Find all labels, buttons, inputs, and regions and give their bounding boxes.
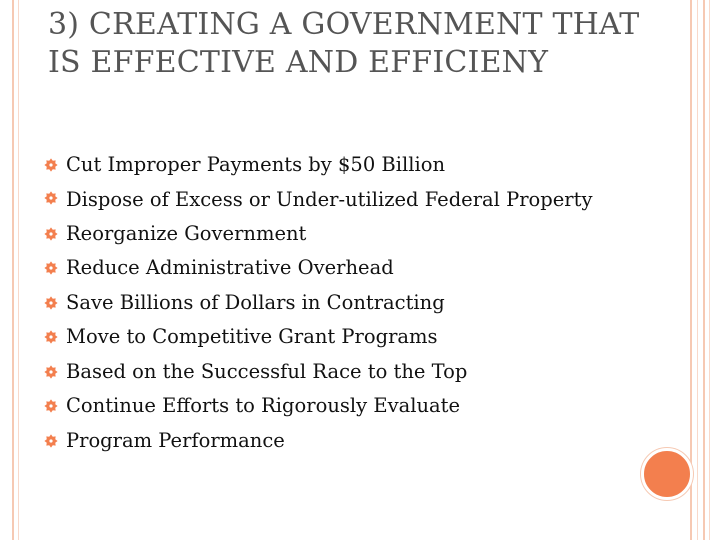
list-item [44,424,664,459]
frame-line-right-1 [690,0,692,540]
gear-bullet-icon [44,355,60,389]
gear-bullet-icon [44,148,60,182]
gear-bullet-icon [44,320,60,354]
bullet-text: Reduce Administrative Overhead [66,256,394,279]
list-item [44,286,664,321]
frame-line-left-inner [18,0,19,540]
bullet-text: Continue Efforts to Rigorously Evaluate [66,394,461,417]
bullet-text: Cut Improper Payments by $50 Billion [66,153,446,176]
bullet-text: Based on the Successful Race to the Top [66,359,468,383]
bullet-text: Dispose of Excess or Under-utilized Federal Property [66,187,593,211]
list-item [44,355,664,390]
bullet-text: Program Performance [66,428,285,452]
bullet-text: Reorganize Government [66,221,307,245]
gear-bullet-icon [44,251,60,285]
gear-bullet-icon [44,217,60,251]
list-item [44,183,664,217]
list-item [44,320,664,355]
list-item [44,389,664,424]
bullet-list [44,148,664,458]
slide-title: 3) CREATING A GOVERNMENT THAT IS EFFECTIVE AND EFFICIENY [48,7,640,80]
gear-bullet-icon [44,286,60,320]
gear-bullet-icon [44,183,60,213]
frame-line-right-4 [709,0,710,540]
list-item [44,251,664,286]
list-item [44,148,664,183]
frame-line-left-outer [12,0,14,540]
gear-bullet-icon [44,389,60,423]
frame-line-right-2 [697,0,698,540]
bullet-text: Save Billions of Dollars in Contracting [66,290,445,314]
gear-bullet-icon [44,424,60,458]
frame-line-right-3 [703,0,705,540]
list-item [44,217,664,252]
bullet-text: Move to Competitive Grant Programs [66,325,438,348]
